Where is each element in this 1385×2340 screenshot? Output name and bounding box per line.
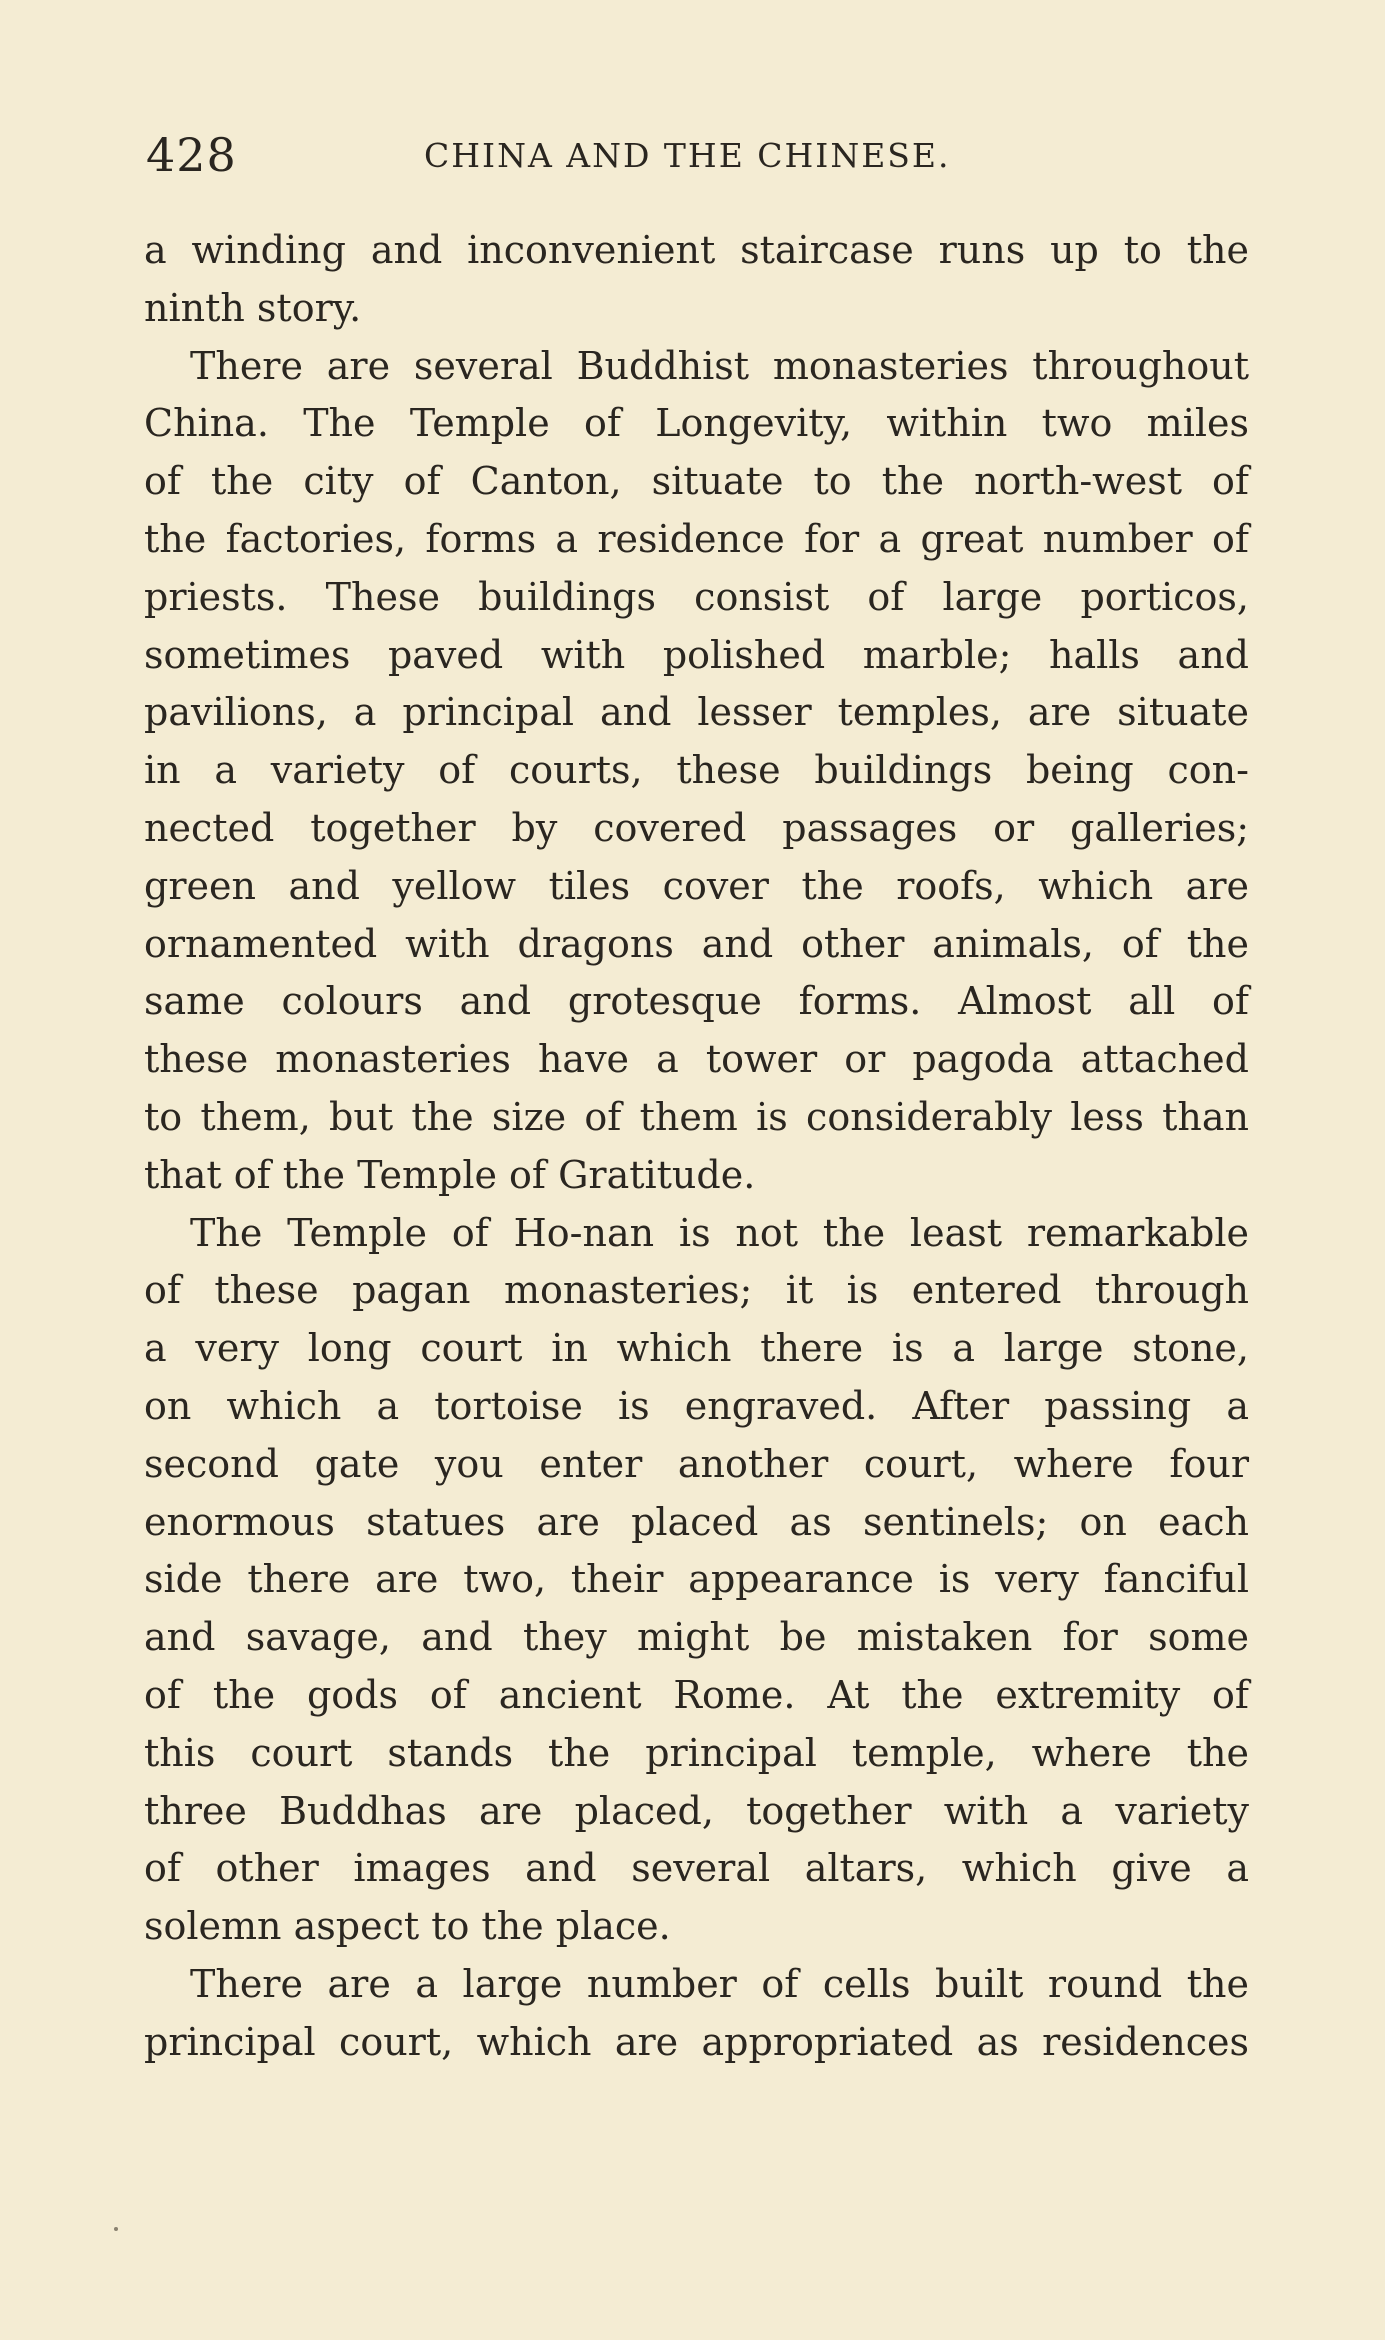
text-line: a winding and inconvenient staircase runs up to the — [144, 228, 1249, 272]
text-line: and savage, and they might be mistaken for some — [144, 1615, 1249, 1660]
text-line: that of the Temple of Gratitude. — [144, 1152, 756, 1197]
text-line: enormous statues are placed as sentinels; on each — [144, 1499, 1249, 1544]
text-line: There are a large number of cells built round the — [190, 1961, 1249, 2006]
text-line: ninth story. — [144, 285, 362, 330]
text-line: of these pagan monasteries; it is entered through — [144, 1268, 1249, 1313]
text-line: China. The Temple of Longevity, within two miles — [144, 401, 1249, 446]
text-line: of other images and several altars, which give a — [144, 1846, 1249, 1891]
text-line: principal court, which are appropriated as residences — [144, 2019, 1249, 2064]
text-line: solemn aspect to the place. — [144, 1904, 671, 1949]
page-number: 428 — [146, 128, 237, 182]
text-line: in a variety of courts, these buildings being con- — [144, 748, 1249, 793]
text-line: green and yellow tiles cover the roofs, which are — [144, 863, 1249, 908]
text-line: three Buddhas are placed, together with a variety — [144, 1788, 1249, 1833]
text-line: same colours and grotesque forms. Almost all of — [144, 979, 1249, 1024]
text-line: of the city of Canton, situate to the north-west of — [144, 459, 1249, 504]
text-line: to them, but the size of them is considerably less than — [144, 1094, 1249, 1139]
text-line: There are several Buddhist monasteries throughout — [190, 343, 1249, 388]
text-line: second gate you enter another court, where four — [144, 1441, 1249, 1486]
text-line: of the gods of ancient Rome. At the extremity of — [144, 1672, 1249, 1717]
text-line: these monasteries have a tower or pagoda attached — [144, 1037, 1249, 1082]
text-line: side there are two, their appearance is very fanciful — [144, 1557, 1249, 1602]
text-line: the factories, forms a residence for a great number of — [144, 516, 1249, 561]
running-title: CHINA AND THE CHINESE. — [424, 136, 951, 175]
text-line: nected together by covered passages or galleries; — [144, 805, 1249, 850]
body-text — [144, 222, 1249, 2072]
paper-speck — [114, 2227, 118, 2231]
text-line: on which a tortoise is engraved. After passing a — [144, 1383, 1249, 1428]
text-line: ornamented with dragons and other animals, of the — [144, 921, 1249, 966]
text-line: pavilions, a principal and lesser temples, are situate — [144, 690, 1249, 735]
text-line: The Temple of Ho-nan is not the least remarkable — [190, 1210, 1249, 1255]
text-line: a very long court in which there is a large stone, — [144, 1326, 1249, 1371]
text-line: this court stands the principal temple, where the — [144, 1730, 1249, 1775]
page-header — [146, 128, 1246, 188]
text-line: sometimes paved with polished marble; halls and — [144, 632, 1249, 677]
text-line: priests. These buildings consist of large porticos, — [144, 574, 1249, 619]
